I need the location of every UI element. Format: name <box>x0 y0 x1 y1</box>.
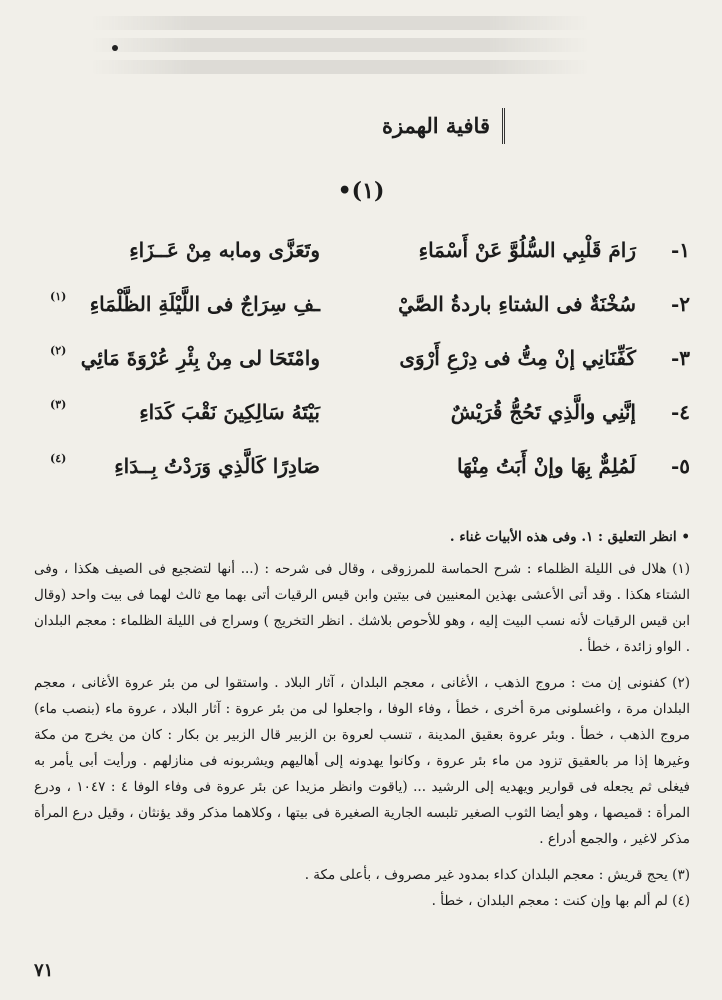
verse-row <box>50 398 690 438</box>
verse-second-hemistich: صَادِرًا كَالَّذِي وَرَدْتُ بِــدَاءِ <box>114 454 320 478</box>
footnote-4: (٤) لم ألم بها وإن كنت : معجم البلدان ، خطأ . <box>431 893 690 909</box>
verse-number: ٤- <box>670 400 690 424</box>
verse-second-hemistich: بَيْتَهُ سَالِكِينَ نَقْبَ كَدَاءِ <box>139 400 320 424</box>
verse-row <box>50 236 690 276</box>
notes-intro: • انظر التعليق : ١. وفى هذه الأبيات غناء . <box>449 529 690 545</box>
footnote-3: (٣) يحج قريش : معجم البلدان كداء بمدود غير مصروف ، بأعلى مكة . <box>304 867 690 883</box>
page-mark-dot <box>112 45 118 51</box>
poem-number: (١)• <box>337 178 385 204</box>
verse-first-hemistich: سُخْنَةٌ فى الشتاءِ باردةُ الصَّيْ <box>398 292 636 316</box>
footnotes <box>34 524 690 914</box>
footnote-marker: (٤) <box>50 452 67 465</box>
verse-number: ٥- <box>670 454 690 478</box>
footnote-marker: (٢) <box>50 344 67 357</box>
verse-second-hemistich: ـفِ سِرَاجٌ فى اللَّيْلَةِ الظَّلْمَاءِ <box>89 292 320 316</box>
verse-row <box>50 452 690 492</box>
footnote-2: (٢) كفنونى إن مت : مروج الذهب ، الأغانى ، معجم البلدان ، آثار البلاد . واستقوا لى من بئر عروة الأغانى ، معجم البلدان مرة ، واغسلونى مرة أخرى ، خطأ ، وفاء الوفا ، واجعلوا لى من بئر عروة : آثار البلاد ، عروة ماء (بنصب ماء) مروج الذهب ، خطأ . وبئر عروة بعقيق المدينة ، تنسب لعروة بن الزبير قال الزبير بن بكار : كان من يخرج من مكة وغيرها إذا مر بالعقيق تزود من ماء بئر عروة ، وكانوا يهدونه إلى أهاليهم ويشربونه فى منازلهم . ورأيت أبى يأمر به فيغلى ثم يجعله فى قوارير ويهديه إلى الرشيد ... (ياقوت وانظر مزيدا عن بئر عروة فى وفاء الوفا ٤ : ١٠٤٧ ، ودرع المرأة : قميصها ، وهو أيضا الثوب الصغير تلبسه الجارية الصغيرة فى بيتها ، وكلاهما مذكر وقد يؤنثان ، وقيل درع المرأة مذكر لاغير ، والجمع أدراع . <box>34 675 690 847</box>
bleed-through-text <box>90 8 590 98</box>
footnote-marker: (١) <box>50 290 67 303</box>
verse-first-hemistich: كَفِّنَانِي إنْ مِتُّ فى دِرْعِ أَرْوَى <box>399 346 636 370</box>
verse-first-hemistich: لَمُلِمٌّ بِهَا وإنْ أَبَتُ مِنْهَا <box>456 454 636 478</box>
verse-number: ١- <box>670 238 690 262</box>
verse-number: ٢- <box>670 292 690 316</box>
verse-first-hemistich: إنَّنِي والَّذِي تَحُجُّ قُرَيْشٌ <box>450 400 636 424</box>
verse-second-hemistich: وامْتَحَا لى مِنْ بِئْرِ عُرْوَةَ مَائِي <box>80 346 320 370</box>
verse-row <box>50 290 690 330</box>
verse-first-hemistich: رَامَ قَلْبِي السُّلُوَّ عَنْ أَسْمَاءِ <box>418 238 636 262</box>
page-number: ٧١ <box>34 960 54 981</box>
footnote-1: (١) هلال فى الليلة الظلماء : شرح الحماسة للمرزوقى ، وقال فى شرحه : (... أنها لتضجيع فى الصيف هكذا ، وفى الشتاء هكذا . وقد أتى الأعشى بهذين المعنيين فى بيتين وابن قيس الرقيات أتى بهما مع ثالث لهما فى بيت واحد (وقال ابن قيس الرقيات لأنه نسب البيت إليه ، وهو للأحوص بلاشك . انظر التخريج ) وسراج فى الليلة الظلماء : معجم البلدان . الواو زائدة ، خطأ . <box>34 561 690 655</box>
footnote-marker: (٣) <box>50 398 67 411</box>
verse-row <box>50 344 690 384</box>
verse-number: ٣- <box>670 346 690 370</box>
section-heading: قافية الهمزة <box>300 108 505 144</box>
verse-second-hemistich: وتَعَزَّى ومابه مِنْ عَــزَاءِ <box>129 238 320 262</box>
